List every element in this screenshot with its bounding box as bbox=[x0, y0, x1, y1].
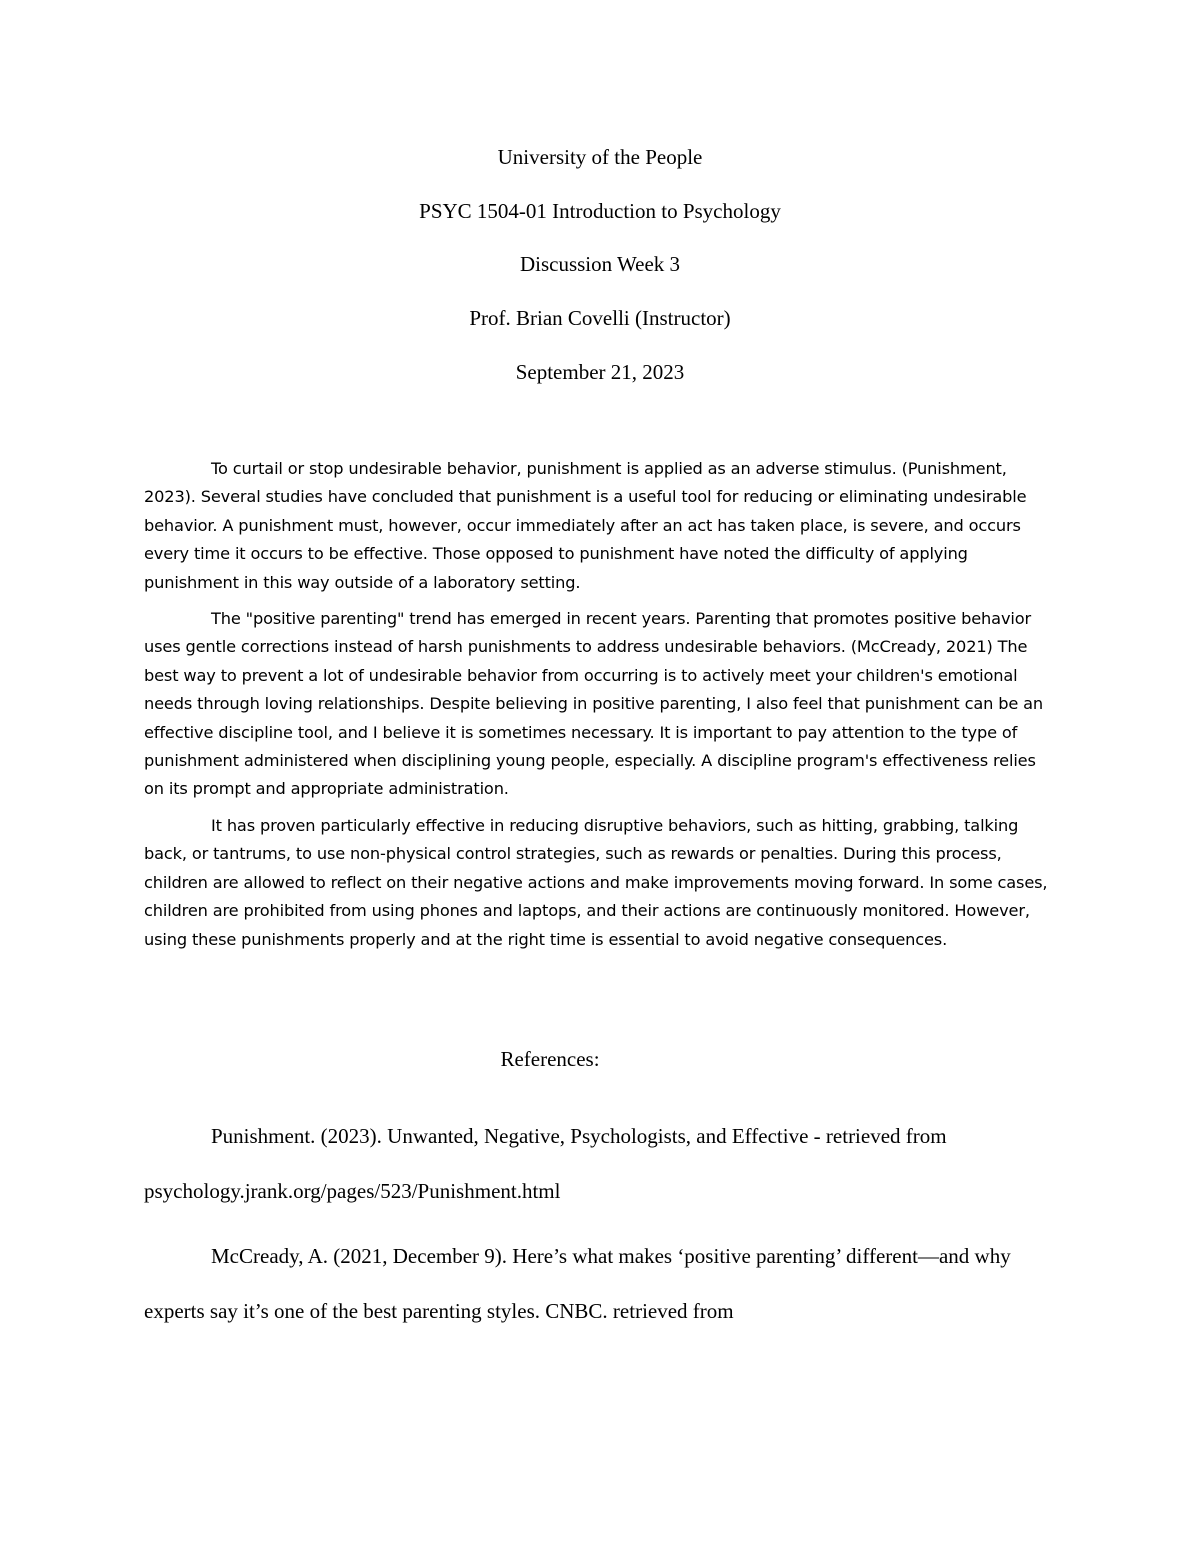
title-block bbox=[0, 140, 1200, 408]
assignment-title: Discussion Week 3 bbox=[519, 252, 681, 277]
university-name: University of the People bbox=[497, 145, 703, 169]
references-list bbox=[144, 1109, 1059, 1349]
instructor-name: Prof. Brian Covelli (Instructor) bbox=[469, 306, 731, 331]
body-paragraph-2: The "positive parenting" trend has emerged in recent years. Parenting that promotes positive behavior uses gentle corrections instead of harsh punishments to address undesirable behaviors. (McCready, 2021) The best way to prevent a lot of undesirable behavior from occurring is to actively meet your children's emotional needs through loving relationships. Despite believing in positive parenting, I also feel that punishment can be an effective discipline tool, and I believe it is sometimes necessary. It is important to pay attention to the type of punishment administered when disciplining young people, especially. A discipline program's effectiveness relies on its prompt and appropriate administration. bbox=[144, 609, 1044, 799]
course-title: PSYC 1504-01 Introduction to Psychology bbox=[419, 198, 781, 223]
submission-date: September 21, 2023 bbox=[515, 359, 685, 384]
reference-entry-1: Punishment. (2023). Unwanted, Negative, Psychologists, and Effective - retrieved from psychology.jrank.org/pages/523/Punishment.html bbox=[144, 1124, 947, 1203]
body-paragraph-3: It has proven particularly effective in reducing disruptive behaviors, such as hitting, grabbing, talking back, or tantrums, to use non-physical control strategies, such as rewards or penalties. During this process, children are allowed to reflect on their negative actions and make improvements moving forward. In some cases, children are prohibited from using phones and laptops, and their actions are continuously monitored. However, using these punishments properly and at the right time is essential to avoid negative consequences. bbox=[144, 815, 1048, 949]
references-heading: References: bbox=[500, 1047, 600, 1071]
reference-entry-2: McCready, A. (2021, December 9). Here’s what makes ‘positive parenting’ different—and why experts say it’s one of the best parenting styles. CNBC. retrieved from bbox=[144, 1244, 1011, 1323]
body-paragraph-1: To curtail or stop undesirable behavior, punishment is applied as an adverse stimulus. (Punishment, 2023). Several studies have concluded that punishment is a useful tool for reducing or eliminating undesirable behavior. A punishment must, however, occur immediately after an act has taken place, is severe, and occurs every time it occurs to be effective. Those opposed to punishment have noted the difficulty of applying punishment in this way outside of a laboratory setting. bbox=[144, 459, 1027, 592]
discussion-body bbox=[144, 455, 1060, 962]
